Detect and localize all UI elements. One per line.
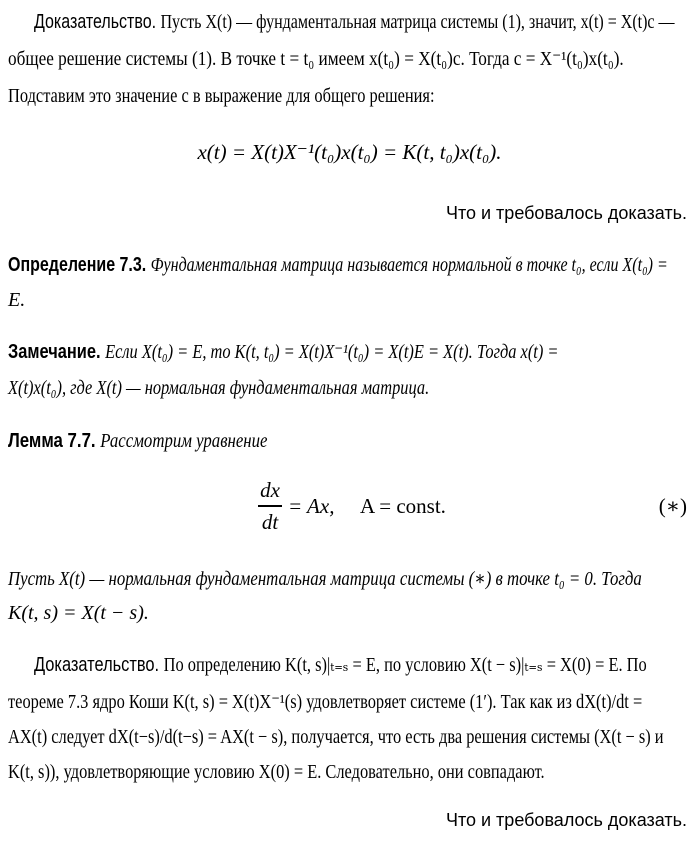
definition-line2: E.: [8, 289, 26, 311]
lemma-equation-condition: A = const.: [360, 494, 446, 518]
proof2-line2: теореме 7.3 ядро Коши K(t, s) = X(t)X⁻¹(s) удовлетворяет системе (1′). Так как из dX(t)/dt =: [8, 691, 643, 713]
remark-line1: Замечание. Если X(t₀) = E, то K(t, t₀) = X(t)X⁻¹(t₀) = X(t)E = X(t). Тогда x(t) =: [8, 341, 559, 363]
proof2-qed: Что и требовалось доказать.: [445, 810, 687, 830]
lemma-equation-rhs: = Ax,: [288, 494, 335, 518]
lemma-equation-tag: (∗): [658, 494, 687, 518]
proof1-formula: x(t) = X(t)X⁻¹(t₀)x(t₀) = K(t, t₀)x(t₀).: [197, 140, 502, 164]
lemma-line1: Лемма 7.7. Рассмотрим уравнение: [8, 430, 268, 452]
proof2-line1: Доказательство. По определению K(t, s)|ₜ₌ₛ = E, по условию X(t − s)|ₜ₌ₛ = X(0) = E. По: [34, 654, 647, 676]
proof1-qed: Что и требовалось доказать.: [445, 203, 687, 223]
lemma-line3: K(t, s) = X(t − s).: [8, 602, 149, 624]
lemma-line2: Пусть X(t) — нормальная фундаментальная матрица системы (∗) в точке t₀ = 0. Тогда: [8, 568, 642, 590]
fraction-denominator-dt: dt: [261, 510, 279, 534]
proof1-line3: Подставим это значение c в выражение для общего решения:: [8, 85, 435, 107]
remark-line2: X(t)x(t₀), где X(t) — нормальная фундаментальная матрица.: [8, 377, 430, 399]
definition-line1: Определение 7.3. Фундаментальная матрица называется нормальной в точке t₀, если X(t₀) =: [8, 254, 668, 276]
fraction-numerator-dx: dx: [260, 478, 280, 502]
proof1-line2: общее решение системы (1). В точке t = t₀ имеем x(t₀) = X(t₀)c. Тогда c = X⁻¹(t₀)x(t₀).: [8, 48, 624, 70]
fraction-bar: [258, 505, 282, 507]
proof2-line3: AX(t) следует dX(t−s)/d(t−s) = AX(t − s), получается, что есть два решения системы (X(t − s) и: [8, 726, 664, 748]
proof2-line4: K(t, s)), удовлетворяющие условию X(0) = E. Следовательно, они совпадают.: [8, 761, 545, 783]
proof1-line1: Доказательство. Пусть X(t) — фундаментальная матрица системы (1), значит, x(t) = X(t)c —: [34, 11, 675, 33]
